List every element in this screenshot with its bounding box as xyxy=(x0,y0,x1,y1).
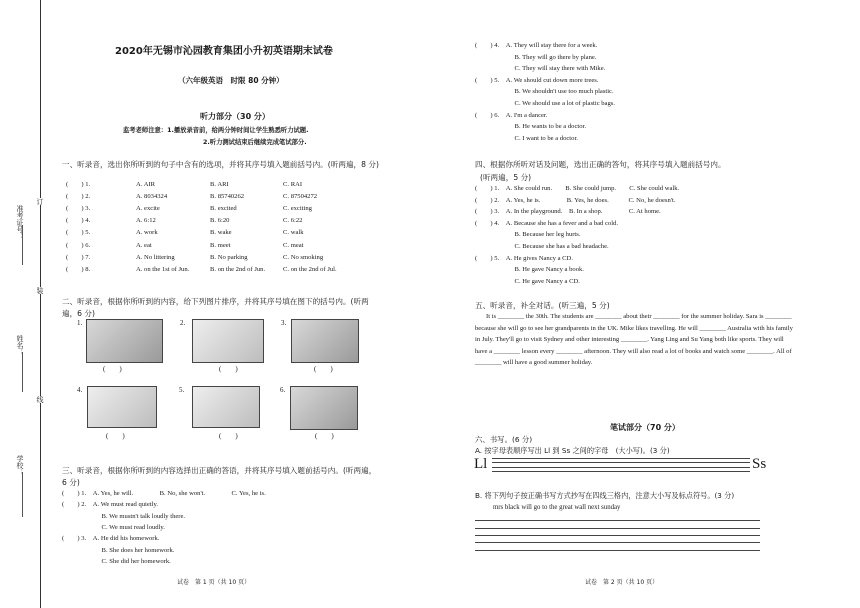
q1-option-b: B. 6:20 xyxy=(210,217,230,225)
q3-option-line: ( ) 1. A. Yes, he will. B. No, she won't. C. Yes, he is. xyxy=(62,490,266,497)
q4-option-line: ( ) 2. A. Yes, he is. B. Yes, he does. C. No, he doesn't. xyxy=(475,196,676,204)
exam-number-blank xyxy=(22,225,23,265)
name-label: 姓名： xyxy=(16,335,24,356)
q4-option-line: ( ) 3. A. In the playground. B. In a shop. C. At home. xyxy=(475,208,661,216)
q5-passage-line: have a ________ lesson every ________ afternoon. They will also read a lot of books and watch some ________. All of xyxy=(475,347,792,355)
four-line-1 xyxy=(492,458,750,459)
page2-footer: 试卷 第 2 页（共 10 页） xyxy=(585,579,659,586)
exam-number-label: 准考证号： xyxy=(16,205,24,240)
q3-option-line: B. They will go there by plane. xyxy=(475,53,597,61)
picture-5-bird xyxy=(192,386,260,428)
picture-number-3: 3. xyxy=(281,319,287,327)
q3-option-line: ( ) 2. A. We must read quietly. xyxy=(62,501,158,509)
picture-3-classroom xyxy=(291,319,359,363)
q2-heading-line2: 遍，6 分) xyxy=(62,309,95,318)
four-line-2 xyxy=(492,462,750,463)
q1-option-b: B. No parking xyxy=(210,253,248,261)
q4-option-line: B. Because her leg hurts. xyxy=(475,231,581,239)
q1-option-c: C. meat xyxy=(283,241,304,249)
q1-option-a: A. eat xyxy=(136,241,152,249)
binding-mark-xian: 线 xyxy=(36,396,44,403)
q3-option-line: ( ) 3. A. He did his homework. xyxy=(62,535,160,543)
q4-heading-line1: 四、根据你所听对话及问题，选出正确的答句，将其序号填入题前括号内。 xyxy=(475,160,726,169)
writing-line xyxy=(475,528,760,529)
q3-option-line: ( ) 5. A. We should cut down more trees. xyxy=(475,76,599,84)
picture-3-bracket: ( ) xyxy=(314,365,333,373)
page-subtitle: （六年级英语 时限 80 分钟） xyxy=(178,76,284,85)
q3-heading-line2: 6 分) xyxy=(62,478,80,487)
supervisor-note-2: 2.听力测试结束后继续完成笔试部分. xyxy=(203,139,307,146)
q4-heading-line2: (听两遍，5 分) xyxy=(480,173,532,182)
picture-4-kangaroo xyxy=(87,386,157,428)
q3-option-line: B. He wants to be a doctor. xyxy=(475,123,586,131)
q1-option-b: B. ARI xyxy=(210,181,229,188)
q4-option-line: C. Because she has a bad headache. xyxy=(475,243,609,250)
picture-number-5: 5. xyxy=(179,386,185,394)
q1-option-c: C. RAI xyxy=(283,181,303,188)
q4-option-line: B. He gave Nancy a book. xyxy=(475,266,584,274)
q1-heading: 一、听录音，选出你所听到的句子中含有的选项，并将其序号填入题前括号内。(听两遍，8 分) xyxy=(62,160,379,169)
q4-option-line: ( ) 4. A. Because she has a fever and a bad cold. xyxy=(475,219,618,227)
q6a-end-letters: Ss xyxy=(752,456,767,472)
q5-passage-line: in July. They'll go to visit Sydney and other interesting ________. Yang Ling and Su Yang both like sports. They will xyxy=(475,336,784,344)
q3-option-line: ( ) 6. A. I'm a dancer. xyxy=(475,111,548,119)
q1-option-c: C. 6:22 xyxy=(283,217,303,225)
q1-option-c: C. walk xyxy=(283,229,304,237)
picture-1-bracket: ( ) xyxy=(103,365,122,373)
binding-mark-ding: 订 xyxy=(36,198,44,205)
q1-option-c: C. on the 2nd of Jul. xyxy=(283,265,337,273)
school-label: 学校： xyxy=(16,455,24,476)
picture-number-1: 1. xyxy=(77,319,83,327)
q1-row-number: ( ) 6. xyxy=(66,241,91,249)
binding-line xyxy=(40,0,41,608)
q4-option-line: C. He gave Nancy a CD. xyxy=(475,277,580,285)
q3-option-line: C. She did her homework. xyxy=(62,557,171,565)
q1-option-b: B. excited xyxy=(210,205,237,213)
four-line-3 xyxy=(492,467,750,468)
picture-2-cyclist xyxy=(192,319,264,363)
q1-option-b: B. meet xyxy=(210,241,231,249)
q6b-instruction: B. 将下列句子按正确书写方式抄写在四线三格内，注意大小写及标点符号。(3 分) xyxy=(475,491,735,500)
q1-row-number: ( ) 8. xyxy=(66,265,91,273)
picture-6-bracket: ( ) xyxy=(315,432,334,440)
q4-option-line: ( ) 1. A. She could run. B. She could jump. C. She could walk. xyxy=(475,185,680,192)
q1-option-a: A. 6:12 xyxy=(136,217,156,225)
written-heading: 笔试部分（70 分） xyxy=(610,423,680,432)
four-line-4 xyxy=(492,471,750,472)
q3-option-line: B. She does her homework. xyxy=(62,546,175,554)
picture-1-family-scene xyxy=(86,319,163,363)
picture-number-6: 6. xyxy=(280,386,286,394)
picture-4-bracket: ( ) xyxy=(106,432,125,440)
writing-line xyxy=(475,550,760,551)
q3-heading-line1: 三、听录音，根据你所听到的内容选择出正确的答语，并将其序号填入题前括号内。(听两遍， xyxy=(62,466,377,475)
q1-row-number: ( ) 1. xyxy=(66,181,91,188)
q1-option-b: B. on the 2nd of Jun. xyxy=(210,265,266,273)
q1-option-b: B. wake xyxy=(210,229,232,237)
q1-option-c: C. No smoking xyxy=(283,253,324,261)
school-blank xyxy=(22,472,23,517)
q6a-start-letters: Ll xyxy=(474,456,488,472)
page1-footer: 试卷 第 1 页（共 10 页） xyxy=(177,579,251,586)
q1-option-b: B. 85740262 xyxy=(210,193,245,201)
q5-passage-line: It is ________ the 30th. The students are ________ about their ________ for the summer holiday. Sara is ________ xyxy=(486,313,792,320)
picture-number-2: 2. xyxy=(180,319,186,327)
q1-option-a: A. No littering xyxy=(136,253,175,261)
q2-heading-line1: 二、听录音，根据你所听到的内容，给下列图片排序，并将其序号填在图下的括号内。(听两 xyxy=(62,297,369,306)
q3-option-line: B. We mustn't talk loudly there. xyxy=(62,512,186,520)
q1-option-a: A. 8034324 xyxy=(136,193,168,201)
q4-option-line: ( ) 5. A. He gives Nancy a CD. xyxy=(475,254,573,262)
q3-option-line: C. They will stay there with Mike. xyxy=(475,65,606,73)
q1-option-c: C. exciting xyxy=(283,205,312,213)
binding-mark-zhuang: 装 xyxy=(36,287,44,294)
picture-2-bracket: ( ) xyxy=(219,365,238,373)
q1-option-a: A. work xyxy=(136,229,158,237)
q1-row-number: ( ) 3. xyxy=(66,205,91,213)
q1-option-c: C. 87504272 xyxy=(283,193,318,201)
picture-6-girls xyxy=(290,386,358,430)
q1-option-a: A. excite xyxy=(136,205,160,213)
q5-passage-line: ________ will have a good summer holiday. xyxy=(475,359,593,367)
q1-row-number: ( ) 7. xyxy=(66,253,91,261)
writing-line xyxy=(475,542,760,543)
picture-5-bracket: ( ) xyxy=(219,432,238,440)
q1-option-a: A. AIR xyxy=(136,181,156,188)
q3-option-line: C. We must read loudly. xyxy=(62,523,165,531)
q1-row-number: ( ) 2. xyxy=(66,193,91,201)
q1-option-a: A. on the 1st of Jun. xyxy=(136,265,190,273)
page-title: 2020年无锡市沁园教育集团小升初英语期末试卷 xyxy=(115,46,333,57)
writing-line xyxy=(475,520,760,521)
q1-row-number: ( ) 4. xyxy=(66,217,91,225)
q3-option-line: B. We shouldn't use too much plastic. xyxy=(475,88,614,96)
q6a-instruction: A. 按字母表顺序写出 Ll 到 Ss 之间的字母 (大小写)。(3 分) xyxy=(475,446,670,455)
name-blank xyxy=(22,352,23,392)
q5-heading: 五、听录音，补全对话。(听三遍，5 分) xyxy=(475,301,610,310)
q3-option-line: ( ) 4. A. They will stay there for a week. xyxy=(475,42,598,49)
writing-line xyxy=(475,535,760,536)
q6-heading: 六、书写。(6 分) xyxy=(475,435,533,444)
q6b-sentence: mrs black will go to the great wall next sunday xyxy=(493,504,621,511)
q3-option-line: C. We should use a lot of plastic bags. xyxy=(475,100,616,107)
picture-number-4: 4. xyxy=(77,386,83,394)
q3-option-line: C. I want to be a doctor. xyxy=(475,134,578,142)
q5-passage-line: because she will go to see her grandparents in the UK. Mike likes travelling. He will ________ Australia with his family xyxy=(475,324,793,332)
q1-row-number: ( ) 5. xyxy=(66,229,91,237)
supervisor-note-1: 监考老师注意：1.播放录音前，给两分钟时间让学生熟悉听力试题. xyxy=(123,127,309,134)
listening-heading: 听力部分（30 分） xyxy=(200,112,270,121)
